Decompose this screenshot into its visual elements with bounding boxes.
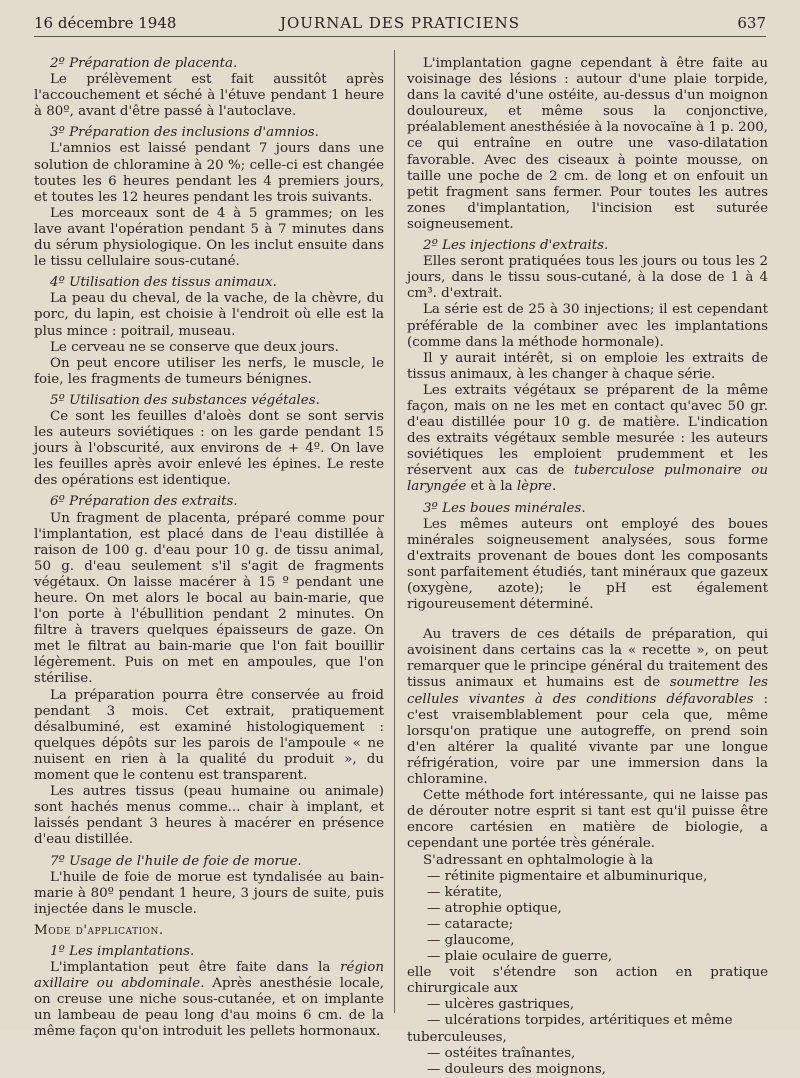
paragraph: elle voit s'étendre son action en pratique chirurgicale aux (407, 965, 768, 997)
list-item: — rétinite pigmentaire et albuminurique, (427, 868, 708, 884)
paragraph: Le prélèvement est fait aussitôt après l'accouchement et séché à l'étuve pendant 1 heure à 80º, avant d'être passé à l'autoclave. (34, 72, 384, 120)
paragraph: Elles seront pratiquées tous les jours ou tous les 2 jours, dans le tissu sous-cutané, à la dose de 1 à 4 cm³. d'extrait. (407, 254, 768, 302)
paragraph: La peau du cheval, de la vache, de la chèvre, du porc, du lapin, est choisie à l'endroit où elle est la plus mince : poitrail, museau. (34, 291, 384, 339)
heading-boues-minerales: 3º Les boues minérales. (423, 500, 586, 516)
paragraph: Il y aurait intérêt, si on emploie les extraits de tissus animaux, à les changer à chaque série. (407, 350, 768, 382)
paragraph: L'implantation peut être faite dans la région axillaire ou abdominale. Après anesthésie locale, on creuse une niche sous-cutanée, et on implante un lambeau de peau long d'au moins 6 cm. de la même façon qu'on introduit les pellets hormonaux. (34, 960, 384, 1040)
heading-placenta: 2º Préparation de placenta. (50, 56, 238, 71)
heading-injections-extraits: 2º Les injections d'extraits. (423, 238, 609, 254)
list-item: — ulcérations torpides, artéritiques et même tuberculeuses, (407, 1013, 733, 1045)
paragraph: S'adressant en ophtalmologie à la (423, 852, 654, 868)
paragraph: La préparation pourra être conservée au froid pendant 3 mois. Cet extrait, pratiquement désalbuminé, est examiné histologiquement : quelques dépôts sur les parois de l'ampoule « ne nuisent en rien à la qualité du produit », du moment que le contenu est transparent. (34, 687, 384, 784)
section-heading-mode-application: Mode d'application. (34, 922, 164, 938)
paragraph: Ce sont les feuilles d'aloès dont se sont servis les auteurs soviétiques : on les garde pendant 15 jours à l'obscurité, aux environs de + 4º. On lave les feuilles après avoir enlevé les épines. Le reste des opérations est identique. (34, 408, 384, 489)
heading-implantations: 1º Les implantations. (50, 943, 195, 959)
header-date: 16 décembre 1948 (34, 14, 177, 32)
heading-amnios: 3º Préparation des inclusions d'amnios. (50, 125, 319, 141)
heading-huile-foie-morue: 7º Usage de l'huile de foie de morue. (50, 853, 302, 869)
left-column (34, 56, 384, 1041)
heading-extraits: 6º Préparation des extraits. (50, 494, 238, 510)
paragraph: L'huile de foie de morue est tyndalisée au bain-marie à 80º pendant 1 heure, 3 jours de suite, puis injectée dans le muscle. (34, 869, 384, 917)
paragraph: Les morceaux sont de 4 à 5 grammes; on les lave avant l'opération pendant 5 à 7 minutes dans du sérum physiologique. On les inclut ensuite dans le tissu cellulaire sous-cutané. (34, 205, 384, 270)
paragraph: Cette méthode fort intéressante, qui ne laisse pas de dérouter notre esprit si tant est qu'il puisse être encore cartésien en matière de biologie, a cependant une portée très générale. (407, 788, 768, 852)
list-item: — douleurs des moignons, (427, 1061, 606, 1077)
paragraph: Les extraits végétaux se préparent de la même façon, mais on ne les met en contact qu'avec 50 gr. d'eau distillée pour 10 g. de matière. L'indication des extraits végétaux semble mesurée : les auteurs soviétiques les emploient prudemment et les réservent aux cas de tuberculose pulmonaire ou laryngée et à la lèpre. (407, 382, 768, 495)
paragraph: La série est de 25 à 30 injections; il est cependant préférable de la combiner avec les implantations (comme dans la méthode hormonale). (407, 302, 768, 350)
paragraph: Le cerveau ne se conserve que deux jours. (50, 339, 339, 355)
paragraph: Au travers de ces détails de préparation, qui avoisinent dans certains cas la « recette », on peut remarquer que le principe général du traitement des tissus animaux et humains est de soumettre les cellules vivantes à des conditions défavorables : c'est vraisemblablement pour cela que, même lorsqu'on pratique une autogreffe, on prend soin d'en altérer la qualité vivante par une longue réfrigération, voire par une immersion dans la chloramine. (407, 627, 768, 788)
list-item: — plaie oculaire de guerre, (427, 949, 613, 965)
paragraph: L'implantation gagne cependant à être faite au voisinage des lésions : autour d'une plaie torpide, dans la cavité d'une ostéite, au-dessus d'un moignon douloureux, et même sous la conjonctive, préalablement anesthésiée à la novocaïne à 1 p. 200, ce qui entraîne en outre une vaso-dilatation favorable. Avec des ciseaux à pointe mousse, on taille une poche de 2 cm. de long et on enfouit un petit fragment sans fermer. Pour toutes les autres zones d'implantation, l'incision est suturée soigneusement. (407, 56, 768, 232)
list-item: — cataracte; (427, 916, 514, 932)
page-header (34, 14, 766, 37)
paragraph: On peut encore utiliser les nerfs, le muscle, le foie, les fragments de tumeurs bénignes. (34, 355, 384, 387)
header-journal-title: JOURNAL DES PRATICIENS (279, 14, 521, 32)
paragraph: Les autres tissus (peau humaine ou animale) sont hachés menus comme... chair à implant, et laissés pendant 3 heures à macérer en présence d'eau distillée. (34, 784, 384, 848)
paragraph: Les mêmes auteurs ont employé des boues minérales soigneusement analysées, sous forme d'extraits provenant de boues dont les composants sont parfaitement étudiés, tant minéraux que gazeux (oxygène, azote); le pH est également rigoureusement déterminé. (407, 516, 768, 613)
heading-substances-vegetales: 5º Utilisation des substances végétales. (50, 392, 320, 408)
list-item: — ulcères gastriques, (427, 997, 575, 1013)
list-item: — ostéites traînantes, (427, 1045, 576, 1061)
paragraph: L'amnios est laissé pendant 7 jours dans une solution de chloramine à 20 %; celle-ci est changée toutes les 6 heures pendant les 4 premiers jours, et toutes les 12 heures pendant les trois suivants. (34, 141, 384, 205)
header-page-number: 637 (737, 14, 766, 32)
list-item: — kératite, (427, 884, 503, 900)
right-column (407, 56, 768, 1078)
heading-tissus-animaux: 4º Utilisation des tissus animaux. (50, 275, 277, 291)
paragraph: Un fragment de placenta, préparé comme pour l'implantation, est placé dans de l'eau distillée à raison de 100 g. d'eau pour 10 g. de tissu animal, 50 g. d'eau seulement s'il s'agit de fragments végétaux. On laisse macérer à 15 º pendant une heure. On met alors le bocal au bain-marie, que l'on porte à l'ébullition pendant 2 minutes. On filtre à travers quelques épaisseurs de gaze. On met le filtrat au bain-marie que l'on fait bouillir légèrement. Puis on met en ampoules, que l'on stérilise. (34, 510, 384, 687)
list-item: — atrophie optique, (427, 900, 562, 916)
list-item: — glaucome, (427, 932, 515, 948)
column-divider (394, 50, 395, 1013)
